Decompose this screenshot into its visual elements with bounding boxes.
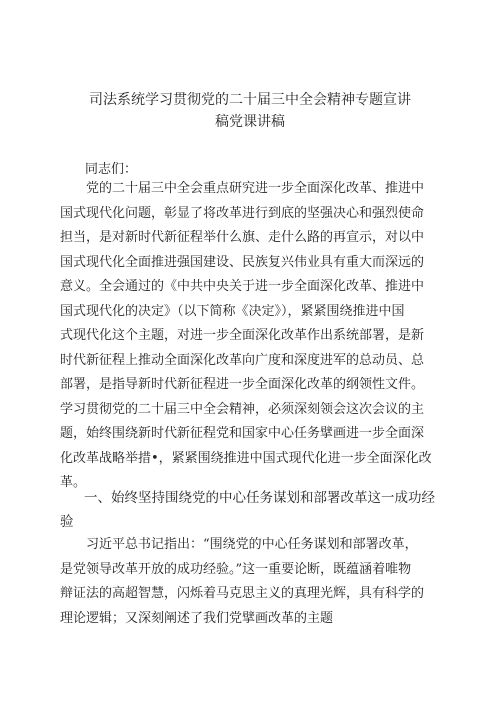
intro-line: 国式现代化的决定》（以下简称《决定》），紧紧围绕推进中国: [60, 303, 405, 319]
intro-line: 意义。全会通过的《中共中央关于进一步全面深化改革、推进中: [60, 279, 425, 294]
document-title-line-2: 稿党课讲稿: [215, 114, 285, 130]
intro-line: 国式现代化全面推进强国建设、民族复兴伟业具有重大而深远的: [60, 254, 425, 270]
section-line: 习近平总书记指出：“围绕党的中心任务谋划和部署改革，: [86, 537, 418, 552]
intro-line: 革。: [60, 475, 87, 490]
intro-line: 化改革战略举措•，紧紧围绕推进中国式现代化进一步全面深化改: [60, 450, 432, 466]
section-line: 理论逻辑；又深刻阐述了我们党擘画改革的主题: [60, 610, 334, 626]
intro-line: 党的二十届三中全会重点研究进一步全面深化改革、推进中: [86, 181, 425, 196]
intro-line: 部署，是指导新时代新征程进一步全面深化改革的纲领性文件。: [60, 377, 425, 392]
section-1-heading: [60, 486, 444, 534]
intro-line: 国式现代化问题，彰显了将改革进行到底的坚强决心和强烈使命: [60, 205, 425, 221]
document-title-line-1: 司法系统学习贯彻党的二十届三中全会精神专题宣讲: [89, 92, 411, 108]
section-heading-line: 一、始终坚持围绕党的中心任务谋划和部署改革这一成功经: [84, 490, 435, 506]
intro-line: 担当，是对新时代新征程举什么旗、走什么路的再宣示，对以中: [60, 230, 425, 245]
intro-line: 学习贯彻党的二十届三中全会精神，必须深刻领会这次会议的主: [60, 401, 425, 417]
section-line: 是党领导改革开放的成功经验。”这一重要论断，既蕴涵着唯物: [60, 561, 412, 577]
intro-line: 题，始终围绕新时代新征程党和国家中心任务擘画进一步全面深: [60, 426, 425, 441]
section-line: 辩证法的高超智慧，闪烁着马克思主义的真理光辉，具有科学的: [60, 586, 425, 601]
intro-paragraph: [60, 177, 444, 496]
section-1-paragraph: [60, 533, 444, 631]
greeting: 同志们：: [85, 162, 138, 177]
intro-line: 式现代化这个主题，对进一步全面深化改革作出系统部署，是新: [60, 328, 425, 343]
intro-line: 时代新征程上推动全面深化改革向广度和深度进军的总动员、总: [60, 352, 425, 368]
section-heading-line: 验: [60, 514, 74, 530]
